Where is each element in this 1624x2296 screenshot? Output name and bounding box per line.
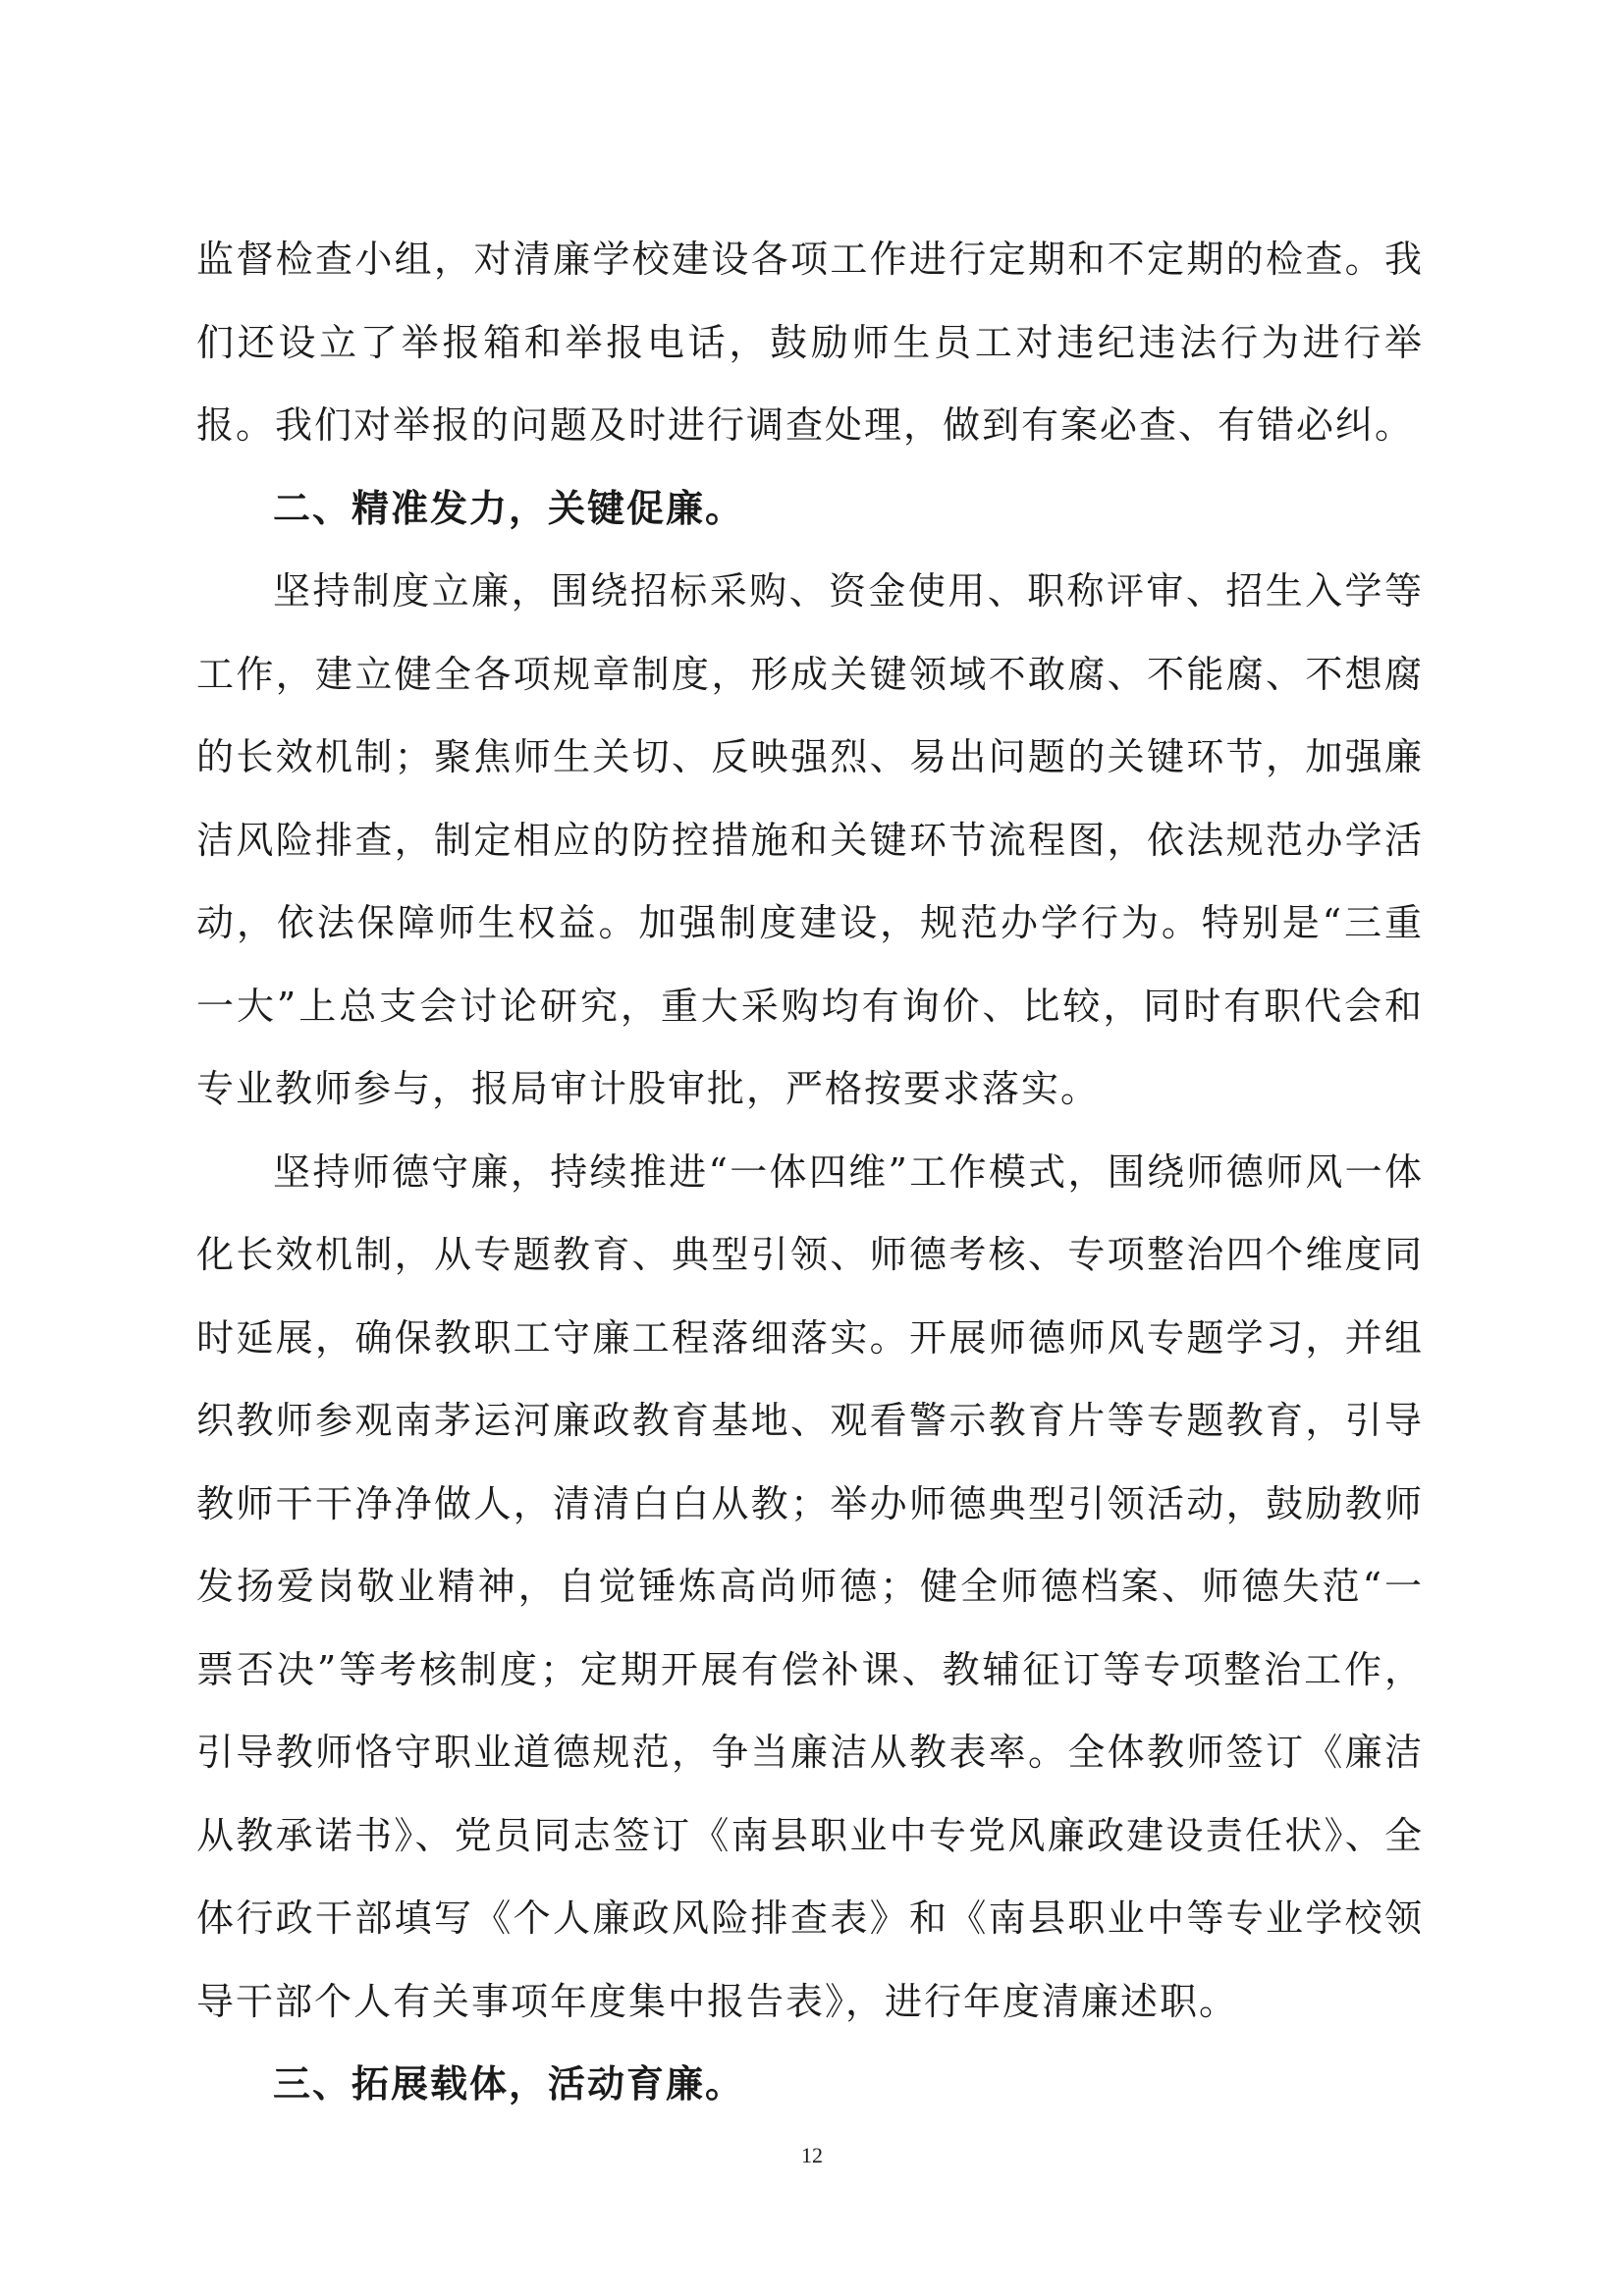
paragraph-institutional-integrity: 坚持制度立廉，围绕招标采购、资金使用、职称评审、招生入学等工作，建立健全各项规章制度，形成关键领域不敢腐、不能腐、不想腐的长效机制；聚焦师生关切、反映强烈、易出问题的关键环节，加强廉洁风险排查，制定相应的防控措施和关键环节流程图，依法规范办学活动，依法保障师生权益。加强制度建设，规范办学行为。特别是“三重一大”上总支会讨论研究，重大采购均有询价、比较，同时有职代会和专业教师参与，报局审计股审批，严格按要求落实。	[196, 569, 1424, 1110]
paragraph-supervision: 监督检查小组，对清廉学校建设各项工作进行定期和不定期的检查。我们还设立了举报箱和举报电话，鼓励师生员工对违纪违法行为进行举报。我们对举报的问题及时进行调查处理，做到有案必查、有错必纠。	[196, 238, 1424, 447]
section-heading-2: 二、精准发力，关键促廉。	[273, 485, 745, 530]
paragraph-teacher-ethics: 坚持师德守廉，持续推进“一体四维”工作模式，围绕师德师风一体化长效机制，从专题教育、典型引领、师德考核、专项整治四个维度同时延展，确保教职工守廉工程落细落实。开展师德师风专题学习，并组织教师参观南茅运河廉政教育基地、观看警示教育片等专题教育，引导教师干干净净做人，清清白白从教；举办师德典型引领活动，鼓励教师发扬爱岗敬业精神，自觉锤炼高尚师德；健全师德档案、师德失范“一票否决”等考核制度；定期开展有偿补课、教辅征订等专项整治工作，引导教师恪守职业道德规范，争当廉洁从教表率。全体教师签订《廉洁从教承诺书》、党员同志签订《南县职业中专党风廉政建设责任状》、全体行政干部填写《个人廉政风险排查表》和《南县职业中等专业学校领导干部个人有关事项年度集中报告表》，进行年度清廉述职。	[196, 1149, 1424, 2023]
page-number: 12	[801, 2143, 823, 2167]
document-body	[196, 218, 1424, 2126]
section-heading-3: 三、拓展载体，活动育廉。	[273, 2061, 745, 2106]
